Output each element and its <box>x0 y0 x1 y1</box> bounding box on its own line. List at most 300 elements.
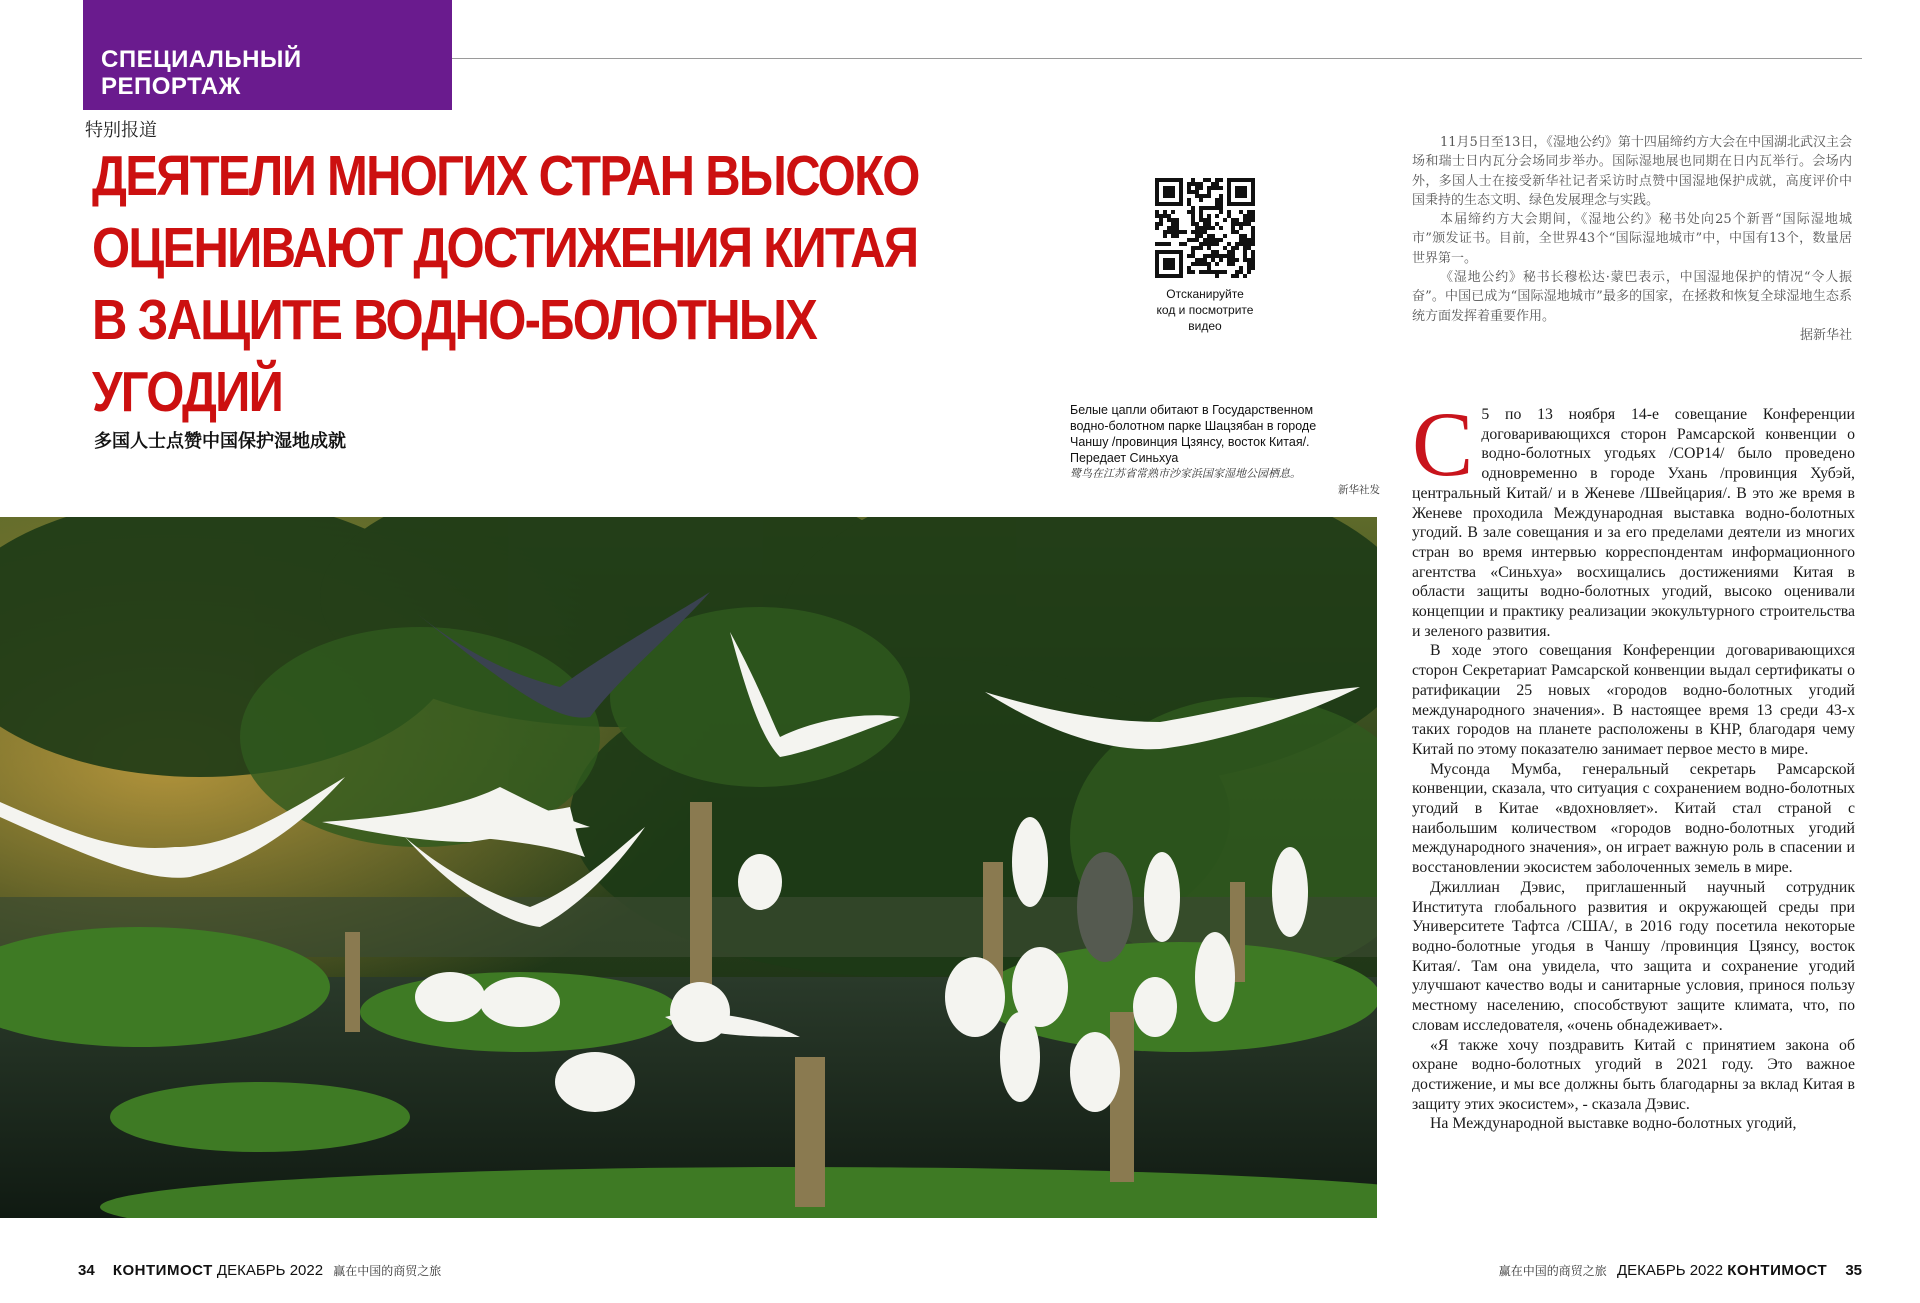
qr-module <box>1243 218 1247 222</box>
qr-module <box>1247 258 1251 262</box>
qr-module <box>1155 274 1159 278</box>
qr-module <box>1159 242 1163 246</box>
article-headline <box>92 140 919 428</box>
qr-module <box>1171 186 1175 190</box>
qr-module <box>1179 274 1183 278</box>
qr-module <box>1247 246 1251 250</box>
qr-module <box>1215 186 1219 190</box>
qr-module <box>1223 234 1227 238</box>
qr-module <box>1251 230 1255 234</box>
qr-module <box>1239 238 1243 242</box>
qr-module <box>1187 198 1191 202</box>
qr-module <box>1231 202 1235 206</box>
qr-module <box>1199 218 1203 222</box>
body-paragraph: На Международной выставке водно-болотных угодий, <box>1430 1115 1797 1133</box>
qr-module <box>1187 270 1191 274</box>
qr-caption-line: код и посмотрите <box>1156 303 1254 317</box>
qr-module <box>1163 190 1167 194</box>
qr-module <box>1171 222 1175 226</box>
qr-module <box>1251 202 1255 206</box>
qr-module <box>1227 186 1231 190</box>
qr-module <box>1247 218 1251 222</box>
headline-line: ОЦЕНИВАЮТ ДОСТИЖЕНИЯ КИТАЯ <box>92 216 918 280</box>
qr-module <box>1203 262 1207 266</box>
qr-module <box>1219 186 1223 190</box>
qr-module <box>1227 182 1231 186</box>
qr-module <box>1167 242 1171 246</box>
summary-paragraph: 本届缔约方大会期间，《湿地公约》秘书处向25个新晋“国际湿地城市”颁发证书。目前，全世界43个“国际湿地城市”中，中国有13个，数量居世界第一。 <box>1412 212 1852 266</box>
qr-module <box>1235 246 1239 250</box>
qr-module <box>1243 258 1247 262</box>
qr-module <box>1155 202 1159 206</box>
qr-module <box>1163 250 1167 254</box>
section-label-line1: СПЕЦИАЛЬНЫЙ <box>101 46 302 73</box>
qr-module <box>1163 258 1167 262</box>
section-label-line2: РЕПОРТАЖ <box>101 73 241 100</box>
qr-module <box>1227 254 1231 258</box>
qr-module <box>1219 258 1223 262</box>
photo-caption <box>1070 402 1380 498</box>
qr-caption-line: Отсканируйте <box>1166 287 1244 301</box>
qr-module <box>1211 206 1215 210</box>
qr-module <box>1215 206 1219 210</box>
qr-module <box>1163 194 1167 198</box>
qr-module <box>1175 202 1179 206</box>
qr-module <box>1179 198 1183 202</box>
qr-module <box>1251 194 1255 198</box>
qr-module <box>1207 222 1211 226</box>
qr-module <box>1243 242 1247 246</box>
qr-module <box>1215 178 1219 182</box>
qr-module <box>1251 242 1255 246</box>
qr-module <box>1207 194 1211 198</box>
qr-module <box>1199 210 1203 214</box>
qr-module <box>1203 258 1207 262</box>
qr-module <box>1219 198 1223 202</box>
body-paragraph <box>1412 393 1855 641</box>
qr-module <box>1215 198 1219 202</box>
qr-module <box>1219 226 1223 230</box>
magazine-name-left: КОНТИМОСТ <box>112 1262 213 1279</box>
qr-module <box>1227 242 1231 246</box>
qr-module <box>1171 262 1175 266</box>
qr-module <box>1203 218 1207 222</box>
qr-module <box>1251 178 1255 182</box>
qr-module <box>1243 254 1247 258</box>
qr-module <box>1175 274 1179 278</box>
qr-module <box>1191 254 1195 258</box>
qr-module <box>1179 266 1183 270</box>
qr-module <box>1251 182 1255 186</box>
qr-module <box>1219 206 1223 210</box>
qr-module <box>1191 222 1195 226</box>
qr-module <box>1243 238 1247 242</box>
qr-module <box>1203 230 1207 234</box>
qr-module <box>1247 222 1251 226</box>
qr-module <box>1227 250 1231 254</box>
qr-module <box>1199 226 1203 230</box>
body-paragraph-text: 5 по 13 ноября 14-е совещание Конференции договаривающихся сторон Рамсарской конвенции о водно-болотных угодьях /COP14/ было проведено одновременно в городе Ухань /провинция Хубэй, центральный Китай/ и в Женеве /Швейцария/. В это же время в Женеве проходила Международная выставка водно-болотных угодий. В зале совещания и за его пределами деятели из многих стран во время интервью корреспондентам информационного агентства «Синьхуа» восхищались достижениями Китая в области защиты водно-болотных угодий, высоко оценивали концепции и практику реализации экокультурного строительства и зеленого развития. <box>1412 406 1855 640</box>
qr-module <box>1243 186 1247 190</box>
qr-module <box>1195 258 1199 262</box>
qr-module <box>1187 202 1191 206</box>
qr-module <box>1175 250 1179 254</box>
qr-module <box>1167 202 1171 206</box>
qr-module <box>1167 186 1171 190</box>
qr-module <box>1231 254 1235 258</box>
qr-module <box>1231 262 1235 266</box>
qr-module <box>1191 206 1195 210</box>
qr-module <box>1167 178 1171 182</box>
photo-caption-line: Белые цапли обитают в Государственном <box>1070 403 1314 417</box>
qr-module <box>1199 258 1203 262</box>
qr-module <box>1159 218 1163 222</box>
qr-module <box>1167 274 1171 278</box>
qr-module <box>1191 246 1195 250</box>
qr-module <box>1203 226 1207 230</box>
qr-module <box>1155 242 1159 246</box>
qr-module <box>1215 242 1219 246</box>
qr-module <box>1187 186 1191 190</box>
qr-module <box>1235 242 1239 246</box>
qr-module <box>1211 258 1215 262</box>
qr-module <box>1251 250 1255 254</box>
qr-module <box>1251 186 1255 190</box>
qr-module <box>1155 226 1159 230</box>
qr-module <box>1159 214 1163 218</box>
summary-paragraph: 11月5日至13日，《湿地公约》第十四届缔约方大会在中国湖北武汉主会场和瑞士日内瓦分会场同步举办。国际湿地展也同期在日内瓦举行。会场内外，多国人士在接受新华社记者采访时点赞中国湿地保护成就，高度评价中国秉持的生态文明、绿色发展理念与实践。 <box>1412 135 1852 208</box>
body-paragraph: Мусонда Мумба, генеральный секретарь Рамсарской конвенции, сказала, что ситуация с сохранением водно-болотных угодий в Китае «вдохновляет». Китай стал страной с наибольшим количеством «городов водно-болотных угодий международного значения», он играет важную роль в спасении и восстановлении экосистем заболоченных земель в мире. <box>1412 760 1855 877</box>
qr-module <box>1163 262 1167 266</box>
qr-module <box>1207 254 1211 258</box>
qr-module <box>1235 194 1239 198</box>
qr-caption <box>1130 286 1280 334</box>
qr-module <box>1171 190 1175 194</box>
qr-module <box>1155 190 1159 194</box>
qr-module <box>1239 222 1243 226</box>
qr-module <box>1227 194 1231 198</box>
footer-left <box>64 1262 447 1279</box>
qr-module <box>1203 254 1207 258</box>
qr-module <box>1211 250 1215 254</box>
qr-module <box>1215 238 1219 242</box>
qr-module <box>1215 222 1219 226</box>
qr-module <box>1179 178 1183 182</box>
qr-module <box>1207 266 1211 270</box>
qr-module <box>1179 202 1183 206</box>
qr-module <box>1195 226 1199 230</box>
qr-module <box>1207 226 1211 230</box>
qr-module <box>1203 242 1207 246</box>
qr-module <box>1207 218 1211 222</box>
qr-module <box>1191 218 1195 222</box>
qr-module <box>1243 202 1247 206</box>
qr-module <box>1223 218 1227 222</box>
qr-module <box>1211 182 1215 186</box>
qr-module <box>1183 242 1187 246</box>
photo-caption-cn: 鹭鸟在江苏省常熟市沙家浜国家湿地公园栖息。 <box>1070 467 1301 480</box>
page-number-left: 34 <box>78 1262 95 1279</box>
qr-module <box>1191 238 1195 242</box>
qr-module <box>1251 254 1255 258</box>
qr-module <box>1179 194 1183 198</box>
qr-caption-line: видео <box>1188 319 1222 333</box>
qr-module <box>1247 238 1251 242</box>
qr-module <box>1199 230 1203 234</box>
qr-module <box>1247 262 1251 266</box>
qr-module <box>1191 214 1195 218</box>
qr-module <box>1227 178 1231 182</box>
qr-module <box>1179 254 1183 258</box>
article-body <box>1412 393 1855 1134</box>
qr-module <box>1235 190 1239 194</box>
qr-module <box>1227 210 1231 214</box>
qr-module <box>1155 214 1159 218</box>
qr-module <box>1195 246 1199 250</box>
qr-module <box>1215 262 1219 266</box>
qr-module <box>1167 262 1171 266</box>
qr-module <box>1215 254 1219 258</box>
section-label-cn: 特别报道 <box>85 120 157 140</box>
qr-module <box>1155 222 1159 226</box>
qr-module <box>1155 254 1159 258</box>
qr-module <box>1239 234 1243 238</box>
qr-module <box>1195 238 1199 242</box>
qr-module <box>1247 242 1251 246</box>
qr-module <box>1171 250 1175 254</box>
qr-module <box>1235 202 1239 206</box>
qr-module <box>1199 246 1203 250</box>
qr-module <box>1155 194 1159 198</box>
qr-module <box>1231 218 1235 222</box>
qr-module <box>1247 210 1251 214</box>
qr-module <box>1167 190 1171 194</box>
qr-module <box>1163 230 1167 234</box>
qr-module <box>1215 270 1219 274</box>
qr-module <box>1207 246 1211 250</box>
qr-module <box>1219 254 1223 258</box>
qr-module <box>1243 222 1247 226</box>
qr-module <box>1171 210 1175 214</box>
headline-line: ДЕЯТЕЛИ МНОГИХ СТРАН ВЫСОКО <box>92 144 919 208</box>
qr-module <box>1203 206 1207 210</box>
qr-module <box>1175 226 1179 230</box>
qr-module <box>1231 258 1235 262</box>
qr-module <box>1219 194 1223 198</box>
qr-module <box>1179 262 1183 266</box>
qr-module <box>1167 214 1171 218</box>
qr-module <box>1211 242 1215 246</box>
qr-code-icon[interactable] <box>1155 178 1255 278</box>
qr-module <box>1159 178 1163 182</box>
qr-module <box>1163 242 1167 246</box>
qr-module <box>1231 250 1235 254</box>
qr-module <box>1251 258 1255 262</box>
qr-module <box>1187 210 1191 214</box>
qr-module <box>1159 222 1163 226</box>
qr-module <box>1207 234 1211 238</box>
qr-module <box>1199 270 1203 274</box>
qr-module <box>1167 194 1171 198</box>
qr-module <box>1251 218 1255 222</box>
qr-module <box>1171 194 1175 198</box>
qr-module <box>1163 274 1167 278</box>
qr-module <box>1195 190 1199 194</box>
qr-module <box>1179 190 1183 194</box>
qr-module <box>1251 238 1255 242</box>
qr-module <box>1155 182 1159 186</box>
qr-module <box>1175 178 1179 182</box>
qr-module <box>1239 226 1243 230</box>
qr-module <box>1243 274 1247 278</box>
qr-module <box>1167 230 1171 234</box>
qr-module <box>1251 266 1255 270</box>
qr-module <box>1195 182 1199 186</box>
qr-module <box>1167 218 1171 222</box>
qr-module <box>1203 270 1207 274</box>
qr-module <box>1199 206 1203 210</box>
qr-module <box>1199 194 1203 198</box>
page-number-right: 35 <box>1845 1262 1862 1279</box>
qr-module <box>1231 230 1235 234</box>
qr-module <box>1155 270 1159 274</box>
qr-module <box>1171 274 1175 278</box>
qr-module <box>1235 274 1239 278</box>
qr-module <box>1247 178 1251 182</box>
qr-module <box>1163 186 1167 190</box>
qr-module <box>1199 234 1203 238</box>
qr-module <box>1179 258 1183 262</box>
slogan-right: 赢在中国的商贸之旅 <box>1498 1264 1607 1278</box>
qr-module <box>1175 230 1179 234</box>
qr-module <box>1247 202 1251 206</box>
qr-module <box>1203 194 1207 198</box>
qr-module <box>1215 182 1219 186</box>
footer-right <box>1493 1262 1876 1279</box>
qr-module <box>1247 266 1251 270</box>
qr-module <box>1207 214 1211 218</box>
qr-module <box>1235 258 1239 262</box>
qr-module <box>1191 250 1195 254</box>
qr-module <box>1251 198 1255 202</box>
qr-module <box>1195 222 1199 226</box>
qr-module <box>1207 190 1211 194</box>
qr-module <box>1199 186 1203 190</box>
qr-module <box>1227 198 1231 202</box>
qr-module <box>1247 270 1251 274</box>
qr-module <box>1163 178 1167 182</box>
magazine-name-right: КОНТИМОСТ <box>1727 1262 1828 1279</box>
qr-module <box>1191 182 1195 186</box>
qr-module <box>1235 230 1239 234</box>
qr-module <box>1251 210 1255 214</box>
qr-module <box>1187 190 1191 194</box>
chinese-summary <box>1412 133 1852 345</box>
qr-module <box>1175 234 1179 238</box>
qr-module <box>1179 270 1183 274</box>
qr-module <box>1191 178 1195 182</box>
qr-module <box>1231 274 1235 278</box>
qr-module <box>1199 262 1203 266</box>
qr-module <box>1227 202 1231 206</box>
qr-module <box>1187 266 1191 270</box>
qr-module <box>1175 218 1179 222</box>
qr-module <box>1187 254 1191 258</box>
issue-right: ДЕКАБРЬ 2022 <box>1616 1262 1724 1279</box>
qr-module <box>1227 214 1231 218</box>
qr-module <box>1207 242 1211 246</box>
qr-module <box>1235 218 1239 222</box>
qr-module <box>1227 262 1231 266</box>
qr-module <box>1175 222 1179 226</box>
qr-module <box>1159 250 1163 254</box>
qr-module <box>1155 186 1159 190</box>
qr-module <box>1231 226 1235 230</box>
qr-module <box>1235 270 1239 274</box>
photo-credit: 新华社发 <box>1338 484 1380 496</box>
qr-module <box>1187 182 1191 186</box>
qr-module <box>1251 226 1255 230</box>
qr-module <box>1199 182 1203 186</box>
qr-module <box>1171 266 1175 270</box>
qr-module <box>1155 178 1159 182</box>
qr-module <box>1155 266 1159 270</box>
qr-module <box>1195 230 1199 234</box>
qr-module <box>1215 214 1219 218</box>
body-paragraph: Джиллиан Дэвис, приглашенный научный сотрудник Института глобального развития и окружающей среды при Университете Тафтса /США/, в 2016 году посетила некоторые водно-болотные угодья в Чаншу /провинция Цзянсу, восток Китая/. Там она увидела, что защита и сохранение угодий улучшают качество воды и санитарные условия, принося пользу местному населению, способствуют защите климата, что, по словам исследователя, «очень обнадеживает». <box>1412 878 1855 1034</box>
qr-module <box>1171 226 1175 230</box>
qr-module <box>1179 182 1183 186</box>
qr-module <box>1227 258 1231 262</box>
qr-module <box>1219 238 1223 242</box>
qr-module <box>1199 214 1203 218</box>
qr-module <box>1239 186 1243 190</box>
top-divider <box>452 58 1862 59</box>
qr-module <box>1195 234 1199 238</box>
qr-module <box>1191 270 1195 274</box>
qr-module <box>1219 178 1223 182</box>
qr-module <box>1219 210 1223 214</box>
qr-module <box>1187 238 1191 242</box>
qr-module <box>1211 186 1215 190</box>
summary-credit: 据新华社 <box>1799 327 1852 343</box>
qr-module <box>1251 214 1255 218</box>
qr-module <box>1223 254 1227 258</box>
qr-module <box>1171 218 1175 222</box>
qr-module <box>1167 226 1171 230</box>
qr-module <box>1191 262 1195 266</box>
qr-module <box>1171 178 1175 182</box>
qr-module <box>1199 198 1203 202</box>
qr-module <box>1167 266 1171 270</box>
qr-module <box>1203 178 1207 182</box>
qr-module <box>1159 274 1163 278</box>
qr-module <box>1163 214 1167 218</box>
qr-module <box>1155 258 1159 262</box>
qr-module <box>1235 222 1239 226</box>
qr-module <box>1171 234 1175 238</box>
qr-module <box>1199 242 1203 246</box>
qr-module <box>1243 246 1247 250</box>
qr-module <box>1215 274 1219 278</box>
qr-module <box>1215 202 1219 206</box>
qr-module <box>1171 230 1175 234</box>
qr-module <box>1239 266 1243 270</box>
qr-module <box>1243 194 1247 198</box>
qr-module <box>1211 238 1215 242</box>
headline-line: УГОДИЙ <box>92 360 283 424</box>
qr-module <box>1223 246 1227 250</box>
